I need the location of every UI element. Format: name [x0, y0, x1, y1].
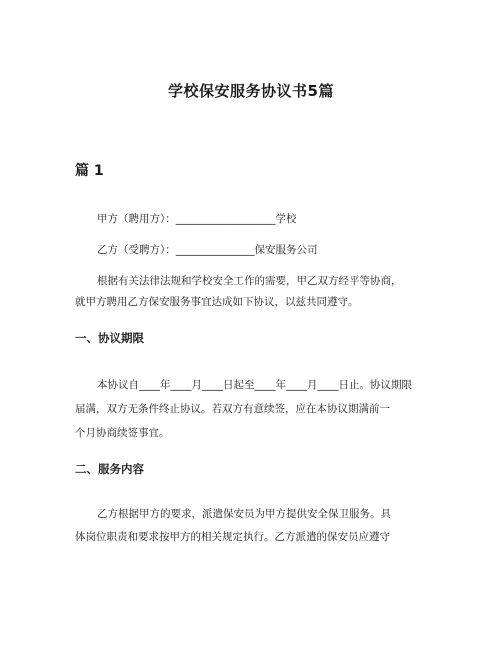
- part-heading: 篇 1: [75, 163, 104, 179]
- term-line-2: 届满，双方无条件终止协议。若双方有意续签，应在本协议期满前一: [75, 403, 390, 415]
- term-line-1: 本协议自____年____月____日起至____年____月____日止。协议期限: [97, 379, 412, 391]
- party-b-line: 乙方（受聘方）：_______________保安服务公司: [97, 244, 318, 256]
- service-line-2: 体岗位职责和要求按甲方的相关规定执行。乙方派遣的保安员应遵守: [75, 531, 390, 543]
- intro-line-1: 根据有关法律法规和学校安全工作的需要，甲乙双方经平等协商，: [97, 275, 402, 287]
- section-heading-term: 一、协议期限: [75, 331, 144, 345]
- service-line-1: 乙方根据甲方的要求，派遣保安员为甲方提供安全保卫服务。具: [97, 508, 391, 520]
- section-heading-service: 二、服务内容: [75, 462, 144, 476]
- term-line-3: 个月协商续签事宜。: [75, 427, 170, 439]
- intro-line-2: 就甲方聘用乙方保安服务事宜达成如下协议，以兹共同遵守。: [75, 296, 359, 308]
- document-title: 学校保安服务协议书5篇: [168, 82, 334, 100]
- party-a-line: 甲方（聘用方）：___________________学校: [97, 213, 297, 225]
